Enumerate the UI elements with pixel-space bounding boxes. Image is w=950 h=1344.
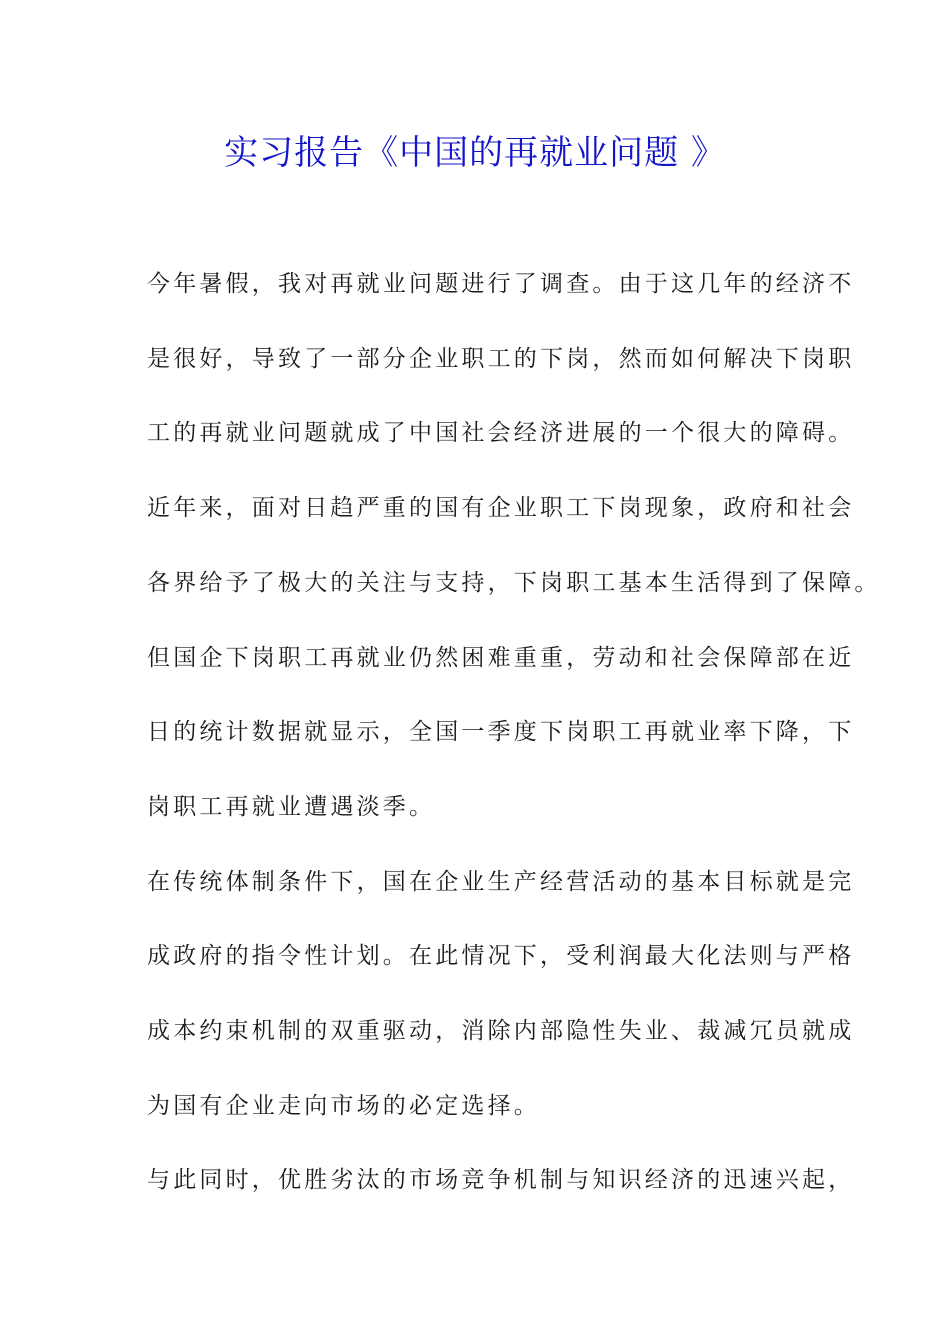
body-text-line: 成本约束机制的双重驱动，消除内部隐性失业、裁减冗员就成 xyxy=(147,1018,855,1044)
body-text-line: 岗职工再就业遭遇淡季。 xyxy=(147,794,436,820)
body-text-line: 为国有企业走向市场的必定选择。 xyxy=(147,1093,540,1119)
body-text-line: 是很好，导致了一部分企业职工的下岗，然而如何解决下岗职 xyxy=(147,346,855,372)
body-text-line: 日的统计数据就显示，全国一季度下岗职工再就业率下降，下 xyxy=(147,719,855,745)
body-text-line: 今年暑假，我对再就业问题进行了调查。由于这几年的经济不 xyxy=(147,271,855,297)
body-text-line: 成政府的指令性计划。在此情况下，受利润最大化法则与严格 xyxy=(147,943,855,969)
document-title: 实习报告《中国的再就业问题 》 xyxy=(224,133,726,173)
body-text-line: 在传统体制条件下，国在企业生产经营活动的基本目标就是完 xyxy=(147,869,855,895)
body-text-line: 近年来，面对日趋严重的国有企业职工下岗现象，政府和社会 xyxy=(147,495,855,521)
body-text-line: 与此同时，优胜劣汰的市场竞争机制与知识经济的迅速兴起， xyxy=(147,1167,855,1193)
body-text-line: 工的再就业问题就成了中国社会经济进展的一个很大的障碍。 xyxy=(147,420,855,446)
body-text-line: 各界给予了极大的关注与支持，下岗职工基本生活得到了保障。 xyxy=(147,570,881,596)
body-text-line: 但国企下岗职工再就业仍然困难重重，劳动和社会保障部在近 xyxy=(147,645,855,671)
